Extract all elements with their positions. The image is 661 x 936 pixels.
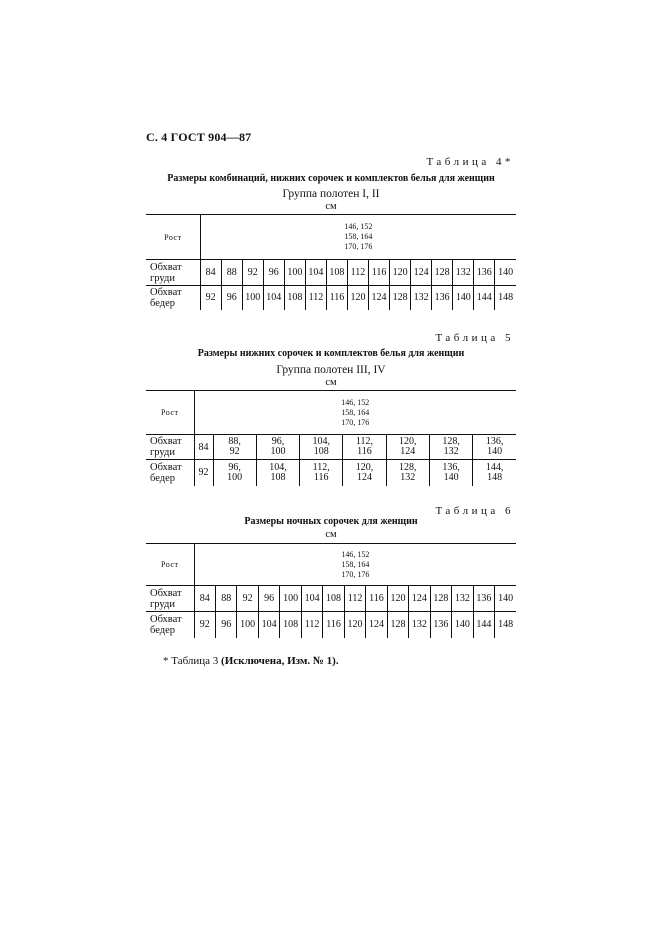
heights-line: 170, 176 — [344, 242, 373, 251]
size-value: 128, — [442, 436, 460, 447]
rost-label: Рост — [146, 391, 194, 435]
size-cell — [429, 460, 472, 486]
size-cell: 88 — [221, 260, 242, 286]
chest-row-label: Обхват груди — [146, 260, 200, 286]
size-value: 124 — [357, 471, 372, 483]
table-5-label: Таблица 5 — [435, 332, 514, 344]
size-cell — [300, 435, 343, 460]
size-cell: 108 — [323, 586, 344, 612]
size-cell — [473, 435, 516, 460]
size-cell: 120 — [347, 286, 368, 310]
size-cell: 128 — [390, 286, 411, 310]
size-cell: 132 — [411, 286, 432, 310]
size-cell: 140 — [495, 586, 517, 612]
heights-line: 170, 176 — [341, 417, 370, 427]
size-cell — [256, 435, 299, 460]
size-cell: 92 — [237, 586, 258, 612]
table-5-unit: см — [325, 377, 337, 388]
size-cell: 104 — [263, 286, 284, 310]
size-value: 108 — [313, 446, 329, 457]
size-cell: 96 — [215, 612, 236, 638]
size-cell: 124 — [369, 286, 390, 310]
size-value: 136, — [442, 461, 460, 473]
size-cell: 100 — [237, 612, 258, 638]
size-table-6 — [146, 543, 516, 638]
rost-label: Рост — [146, 215, 200, 260]
size-table-5 — [146, 390, 516, 486]
hip-row-label: Обхват бедер — [146, 612, 194, 638]
size-cell: 132 — [452, 586, 473, 612]
hip-row-label: Обхват бедер — [146, 286, 200, 310]
size-cell: 140 — [495, 260, 516, 286]
size-cell: 92 — [205, 292, 216, 304]
heights-line: 146, 152 — [341, 397, 370, 407]
size-table-4 — [146, 214, 516, 310]
size-value: 116 — [313, 471, 329, 483]
size-cell: 100 — [280, 586, 301, 612]
size-value: 88, — [228, 436, 241, 447]
size-cell: 88 — [215, 586, 236, 612]
size-cell: 116 — [323, 612, 344, 638]
size-cell — [386, 460, 429, 486]
table-4-unit: см — [325, 201, 337, 212]
table-6-label: Таблица 6 — [435, 505, 514, 517]
size-cell: 140 — [452, 612, 473, 638]
size-cell: 104 — [301, 586, 322, 612]
size-cell — [386, 435, 429, 460]
size-cell: 104 — [305, 260, 326, 286]
size-cell: 116 — [369, 260, 390, 286]
size-cell: 144 — [474, 286, 495, 310]
size-cell — [473, 460, 516, 486]
size-cell — [343, 460, 386, 486]
heights-line: 146, 152 — [344, 222, 373, 231]
size-value: 136, — [485, 436, 504, 447]
table-4-title: Размеры комбинаций, нижних сорочек и комплектов белья для женщин — [167, 173, 495, 184]
heights-cell — [194, 544, 516, 586]
size-cell: 116 — [326, 286, 347, 310]
size-cell: 108 — [284, 286, 305, 310]
size-cell: 112 — [344, 586, 365, 612]
size-cell: 112 — [347, 260, 368, 286]
size-cell: 132 — [409, 612, 430, 638]
size-cell: 124 — [411, 260, 432, 286]
size-cell: 112 — [301, 612, 322, 638]
size-value: 112, — [355, 436, 374, 447]
size-cell: 136 — [432, 286, 453, 310]
size-value: 124 — [400, 446, 416, 457]
heights-cell — [200, 215, 516, 260]
size-cell — [300, 460, 343, 486]
size-cell: 116 — [366, 586, 387, 612]
size-cell — [343, 435, 386, 460]
size-cell — [213, 460, 256, 486]
size-value: 116 — [357, 446, 372, 457]
size-cell: 120 — [387, 586, 408, 612]
size-cell: 96 — [263, 260, 284, 286]
size-cell: 136 — [473, 586, 494, 612]
size-value: 104, — [312, 436, 330, 447]
footnote — [163, 655, 339, 667]
size-cell: 148 — [495, 286, 516, 310]
heights-line: 158, 164 — [341, 407, 370, 417]
size-cell: 140 — [453, 286, 474, 310]
chest-row-label: Обхват груди — [146, 586, 194, 612]
size-value: 148 — [487, 471, 503, 483]
size-value: 140 — [487, 446, 503, 457]
size-cell: 128 — [430, 586, 451, 612]
size-value: 100 — [270, 446, 286, 457]
size-cell: 104 — [258, 612, 279, 638]
size-cell: 120 — [390, 260, 411, 286]
size-cell: 84 — [199, 593, 210, 604]
size-cell: 92 — [242, 260, 263, 286]
footnote-marker: * Таблица 3 — [163, 655, 222, 667]
size-cell: 148 — [495, 612, 517, 638]
size-cell: 112 — [305, 286, 326, 310]
footnote-text: (Исключена, Изм. № 1). — [221, 655, 339, 667]
size-cell — [429, 435, 472, 460]
size-cell: 128 — [387, 612, 408, 638]
heights-line: 158, 164 — [344, 232, 373, 241]
heights-line: 146, 152 — [341, 549, 370, 559]
size-value: 96, — [228, 461, 241, 473]
size-value: 132 — [400, 471, 416, 483]
size-value: 120, — [355, 461, 374, 473]
size-cell: 108 — [280, 612, 301, 638]
size-cell: 84 — [205, 267, 216, 278]
rost-label: Рост — [146, 544, 194, 586]
size-value: 108 — [270, 471, 286, 483]
size-cell: 96 — [221, 286, 242, 310]
size-cell: 124 — [366, 612, 387, 638]
size-value: 96, — [271, 436, 285, 447]
size-cell: 128 — [432, 260, 453, 286]
table-6-unit: см — [325, 529, 337, 540]
size-cell: 144 — [473, 612, 494, 638]
size-cell: 136 — [474, 260, 495, 286]
table-6-title: Размеры ночных сорочек для женщин — [244, 516, 418, 527]
size-value: 100 — [227, 471, 243, 483]
size-value: 104, — [269, 461, 287, 473]
size-cell: 108 — [326, 260, 347, 286]
size-value: 144, — [485, 461, 504, 473]
heights-line: 170, 176 — [341, 569, 370, 579]
table-4-group: Группа полотен I, II — [282, 188, 380, 200]
size-cell: 92 — [199, 619, 210, 631]
size-cell: 124 — [409, 586, 430, 612]
size-value: 140 — [443, 471, 459, 483]
size-cell: 100 — [242, 286, 263, 310]
size-value: 128, — [399, 461, 417, 473]
size-cell: 96 — [258, 586, 279, 612]
heights-cell — [194, 391, 516, 435]
heights-line: 158, 164 — [341, 559, 370, 569]
size-value: 112, — [312, 461, 330, 473]
page-header: С. 4 ГОСТ 904—87 — [146, 130, 252, 144]
size-value: 92 — [229, 446, 240, 457]
chest-row-label: Обхват груди — [146, 435, 194, 460]
size-value: 120, — [399, 436, 417, 447]
table-4-label: Таблица 4* — [426, 156, 514, 168]
size-cell: 120 — [344, 612, 365, 638]
hip-row-label: Обхват бедер — [146, 460, 194, 486]
table-5-title: Размеры нижних сорочек и комплектов белья для женщин — [197, 348, 465, 359]
size-cell: 136 — [430, 612, 451, 638]
size-cell — [256, 460, 299, 486]
size-cell: 84 — [198, 441, 209, 453]
size-cell: 92 — [198, 467, 209, 479]
size-value: 132 — [443, 446, 459, 457]
table-5-group: Группа полотен III, IV — [276, 364, 386, 376]
size-cell: 132 — [453, 260, 474, 286]
size-cell: 100 — [284, 260, 305, 286]
size-cell — [213, 435, 256, 460]
